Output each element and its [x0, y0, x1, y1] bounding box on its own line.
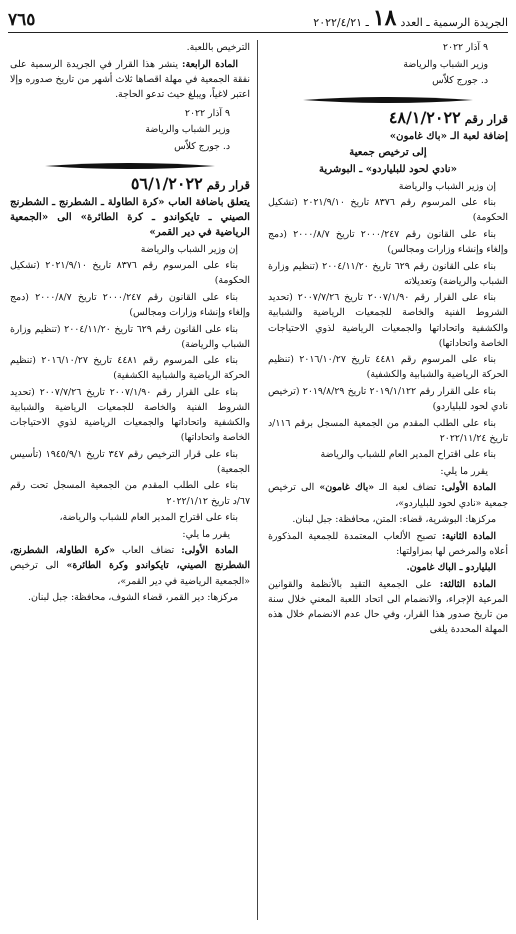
- decision-label: قرار رقم: [206, 178, 250, 193]
- article-1-hq: مركزها: دير القمر، قضاء الشوف، محافظة: جبل لبنان.: [28, 592, 238, 604]
- whereas-item: بناء على القرار رقم ٢٠٠٧/١/٩٠ تاريخ ٢٠٠٧/٧/٢٦ (تحديد الشروط الفنية والخاصة للجمعيات الرياضية والشبابية والكشفية واتحاداتها والجمعيات الرياضية لذوي الاحتياجات الخاصة واتحاداتها): [10, 386, 250, 444]
- decides-line: يقرر ما يلي:: [182, 528, 230, 540]
- whereas-item: بناء على الطلب المقدم من الجمعية المسجل تحت رقم ٦٧/د تاريخ ٢٠٢٢/١/١٢: [10, 480, 250, 507]
- article-1-hq: مركزها: البوشرية، قضاء: المتن، محافظة: جبل لبنان.: [292, 514, 496, 526]
- signature-name: د. جورج كلاّس: [174, 141, 230, 153]
- article-label: المادة الثانية:: [441, 530, 496, 542]
- decision-label: قرار رقم: [464, 112, 508, 127]
- article-text: ينشر هذا القرار في الجريدة الرسمية على نفقة الجمعية في مهلة اقصاها ثلاث أشهر من تاريخ صدوره وإلا اعتبر لاغياً، ويبلغ حيث تدعو الحاجة.: [10, 58, 250, 100]
- article-text: تضاف لعبة الـ: [379, 482, 437, 494]
- article-text: الى ترخيص جمعية «نادي لحود للبلياردو»،: [268, 482, 508, 509]
- article-3: [268, 577, 508, 637]
- whereas-item: بناء على الطلب المقدم من الجمعية المسجل برقم ١١٦/د تاريخ ٢٠٢٢/١١/٢٤: [268, 417, 508, 444]
- article-1: [268, 480, 508, 510]
- whereas-item: بناء على اقتراح المدير العام للشباب والرياضة،: [59, 512, 238, 524]
- decision-heading: [268, 110, 508, 127]
- page-number: ٧٦٥: [8, 10, 36, 30]
- whereas-item: بناء على المرسوم رقم ٨٣٧٦ تاريخ ٢٠٢١/٩/١٠ (تشكيل الحكومة): [268, 197, 508, 224]
- decision-subject: يتعلق باضافة العاب «كرة الطاولة ـ الشطرنج ـ الشطرنج الصيني ـ تايكواندو ـ كرة الطائرة» الى «الجمعية الرياضية في دير القمر»: [10, 195, 250, 238]
- article-label: المادة الأولى:: [441, 482, 496, 494]
- decision-number: ٥٦/١/٢٠٢٢: [130, 174, 203, 194]
- article-bold-text: «باك غامون»: [319, 482, 375, 494]
- decision-heading: [10, 176, 250, 193]
- whereas-item: بناء على القانون رقم ٦٢٩ تاريخ ٢٠٠٤/١١/٢٠ (تنظيم وزارة الشباب والرياضة): [10, 323, 250, 350]
- whereas-item: بناء على المرسوم رقم ٨٣٧٦ تاريخ ٢٠٢١/٩/١٠ (تشكيل الحكومة): [10, 260, 250, 287]
- decision-subject-line-1: إضافة لعبة الـ «باك غامون»: [389, 129, 508, 142]
- article-text: تضاف العاب: [122, 545, 175, 557]
- running-title: [313, 7, 508, 32]
- intro: إن وزير الشباب والرياضة: [398, 180, 496, 192]
- article-2-games: البلياردو ـ الباك غامون.: [406, 562, 496, 574]
- decision-number: ٤٨/١/٢٠٢٢: [388, 108, 461, 128]
- whereas-item: بناء على اقتراح المدير العام للشباب والرياضة: [320, 449, 496, 461]
- whereas-item: بناء على قرار الترخيص رقم ٣٤٧ تاريخ ١٩٤٥/٩/١ (تأسيس الجمعية): [10, 448, 250, 475]
- intro: إن وزير الشباب والرياضة: [140, 243, 238, 255]
- issue-date: ـ ٢٠٢٢/٤/٢١: [313, 16, 369, 29]
- whereas-item: بناء على القرار رقم ٢٠٠٧/١/٩٠ تاريخ ٢٠٠٧/٧/٢٦ (تحديد الشروط الفنية والخاصة للجمعيات الرياضية والشبابية والكشفية واتحاداتها والجمعيات الرياضية لذوي الاحتياجات الخاصة واتحاداتها): [268, 292, 508, 349]
- signature-title: وزير الشباب والرياضة: [403, 58, 488, 70]
- whereas-item: بناء على القانون رقم ٢٠٠٠/٢٤٧ تاريخ ٢٠٠٠/٨/٧ (دمج وإلغاء وإنشاء وزارات ومجالس): [10, 291, 250, 318]
- decision-subject-line-3: «نادي لحود للبلياردو» ـ البوشرية: [318, 163, 458, 176]
- separator-ornament: [303, 96, 473, 104]
- separator-ornament: [45, 162, 215, 170]
- whereas-item: بناء على القرار رقم ٢٠١٩/١/١٢٢ تاريخ ٢٠١٩/٨/٢٩ (ترخيص نادي لحود للبلياردو): [268, 385, 508, 412]
- whereas-item: بناء على القانون رقم ٢٠٠٠/٢٤٧ تاريخ ٢٠٠٠/٨/٧ (دمج وإلغاء وإنشاء وزارات ومجالس): [268, 228, 508, 256]
- article-text: على الجمعية التقيد بالأنظمة والقوانين المرعية الإجراء، والانضمام الى اتحاد اللعبة المعني خلال سنة من تاريخ صدور هذا القرار، وفي حال عدم الانضمام خلال هذه المهلة المحددة يلغى: [268, 579, 508, 636]
- article-label: المادة الثالثة:: [439, 579, 496, 590]
- whereas-item: بناء على القانون رقم ٦٢٩ تاريخ ٢٠٠٤/١١/٢٠ (تنظيم وزارة الشباب والرياضة) وتعديلاته: [268, 260, 508, 287]
- article-4: [10, 57, 250, 102]
- signature-name: د. جورج كلاّس: [432, 75, 488, 87]
- signature-title: وزير الشباب والرياضة: [145, 124, 230, 136]
- whereas-item: بناء على المرسوم رقم ٤٤٨١ تاريخ ٢٠١٦/١٠/٢٧ (تنظيم الحركة الرياضية والشبابية والكشفية): [268, 354, 508, 381]
- signature-date: ٩ آذار ٢٠٢٢: [442, 42, 488, 53]
- article-label: المادة الأولى:: [181, 545, 238, 557]
- article-2: [268, 529, 508, 559]
- continued-text: الترخيص باللعبة.: [186, 42, 250, 53]
- left-column: [10, 40, 250, 926]
- article-text: تصبح الألعاب المعتمدة للجمعية المذكورة أعلاه والمرخص لها بمزاولتها:: [268, 530, 508, 557]
- issue-number: ١٨: [372, 5, 397, 31]
- decision-subject-line-2: إلى ترخيص جمعية: [349, 146, 427, 159]
- signature-date: ٩ آذار ٢٠٢٢: [184, 107, 230, 119]
- article-1: [10, 543, 250, 588]
- right-column: [268, 40, 508, 926]
- page-header: [8, 6, 508, 33]
- article-bold-text: «كرة الطاولة، الشطرنج، الشطرنج الصيني، تايكواندو وكرة الطائرة»: [10, 545, 250, 572]
- column-divider: [257, 40, 258, 920]
- article-text: الى ترخيص «الجمعية الرياضية في دير القمر»،: [10, 560, 250, 587]
- decides-line: يقرر ما يلي:: [440, 465, 488, 477]
- article-label: المادة الرابعة:: [181, 58, 238, 70]
- whereas-item: بناء على المرسوم رقم ٤٤٨١ تاريخ ٢٠١٦/١٠/٢٧ (تنظيم الحركة الرياضية والشبابية الكشفية): [10, 355, 250, 382]
- publication-name: الجريدة الرسمية ـ العدد: [400, 16, 508, 29]
